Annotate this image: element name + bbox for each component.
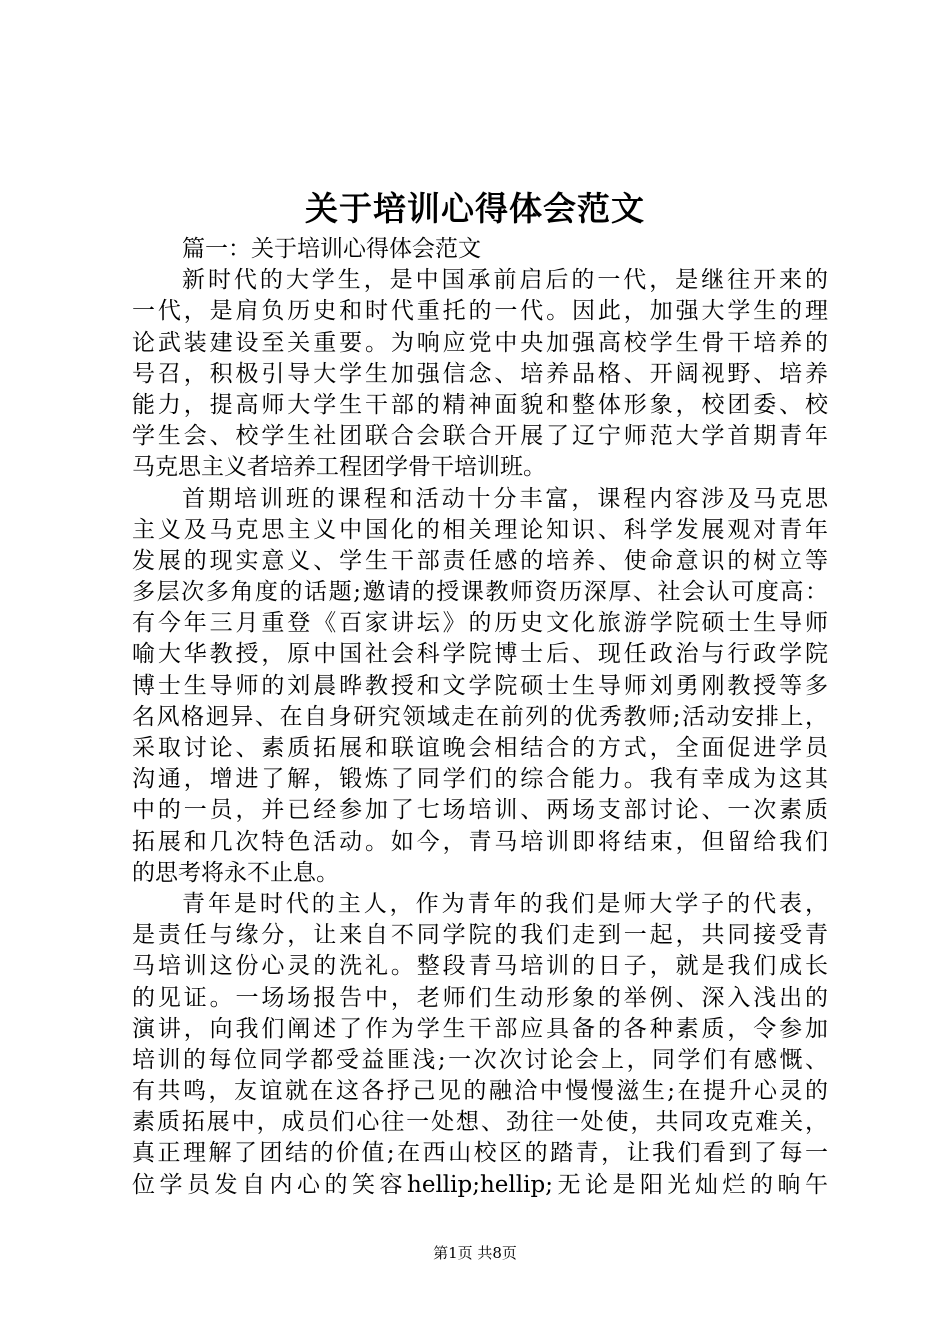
body-line: 论武装建设至关重要。为响应党中央加强高校学生骨干培养的 bbox=[132, 329, 828, 356]
body-line: 沟通，增进了解，锻炼了同学们的综合能力。我有幸成为这其 bbox=[132, 766, 828, 793]
body-line: 的思考将永不止息。 bbox=[132, 859, 339, 886]
body-line: 新时代的大学生，是中国承前启后的一代，是继往开来的 bbox=[182, 267, 828, 294]
body-line: 真正理解了团结的价值;在西山校区的踏青，让我们看到了每一 bbox=[132, 1140, 828, 1167]
body-line: 名风格迥异、在自身研究领域走在前列的优秀教师;活动安排上， bbox=[132, 703, 828, 730]
body-line: 演讲，向我们阐述了作为学生干部应具备的各种素质，令参加 bbox=[132, 1015, 828, 1042]
body-line: 有今年三月重登《百家讲坛》的历史文化旅游学院硕士生导师 bbox=[132, 610, 828, 637]
body-line: 青年是时代的主人，作为青年的我们是师大学子的代表， bbox=[182, 890, 828, 917]
body-line: 号召，积极引导大学生加强信念、培养品格、开阔视野、培养 bbox=[132, 360, 828, 387]
body-line: 主义及马克思主义中国化的相关理论知识、科学发展观对青年 bbox=[132, 516, 828, 543]
body-line: 位学员发自内心的笑容hellip;hellip;无论是阳光灿烂的晌午 bbox=[132, 1171, 828, 1198]
document-title: 关于培训心得体会范文 bbox=[305, 189, 645, 228]
body-line: 中的一员，并已经参加了七场培训、两场支部讨论、一次素质 bbox=[132, 797, 828, 824]
body-line: 首期培训班的课程和活动十分丰富，课程内容涉及马克思 bbox=[182, 485, 828, 512]
body-line: 拓展和几次特色活动。如今，青马培训即将结束，但留给我们 bbox=[132, 828, 828, 855]
page-number: 第1页 共8页 bbox=[433, 1244, 517, 1262]
body-line: 培训的每位同学都受益匪浅;一次次讨论会上，同学们有感慨、 bbox=[132, 1046, 828, 1073]
body-line: 学生会、校学生社团联合会联合开展了辽宁师范大学首期青年 bbox=[132, 423, 828, 450]
body-line: 有共鸣，友谊就在这各抒己见的融洽中慢慢滋生;在提升心灵的 bbox=[132, 1078, 828, 1105]
body-line: 多层次多角度的话题;邀请的授课教师资历深厚、社会认可度高： bbox=[132, 579, 828, 606]
subtitle-line: 篇一：关于培训心得体会范文 bbox=[182, 236, 481, 262]
body-line: 的见证。一场场报告中，老师们生动形象的举例、深入浅出的 bbox=[132, 984, 828, 1011]
document-body bbox=[132, 234, 828, 1201]
body-line: 发展的现实意义、学生干部责任感的培养、使命意识的树立等 bbox=[132, 547, 828, 574]
body-line: 喻大华教授，原中国社会科学院博士后、现任政治与行政学院 bbox=[132, 641, 828, 668]
body-line: 马培训这份心灵的洗礼。整段青马培训的日子，就是我们成长 bbox=[132, 953, 828, 980]
body-line: 能力，提高师大学生干部的精神面貌和整体形象，校团委、校 bbox=[132, 391, 828, 418]
body-line: 是责任与缘分，让来自不同学院的我们走到一起，共同接受青 bbox=[132, 922, 828, 949]
body-line: 采取讨论、素质拓展和联谊晚会相结合的方式，全面促进学员 bbox=[132, 735, 828, 761]
body-line: 马克思主义者培养工程团学骨干培训班。 bbox=[132, 454, 546, 481]
body-line: 一代，是肩负历史和时代重托的一代。因此，加强大学生的理 bbox=[132, 298, 828, 325]
body-line: 博士生导师的刘晨晔教授和文学院硕士生导师刘勇刚教授等多 bbox=[132, 672, 828, 699]
body-line: 素质拓展中，成员们心往一处想、劲往一处使，共同攻克难关， bbox=[132, 1109, 828, 1136]
